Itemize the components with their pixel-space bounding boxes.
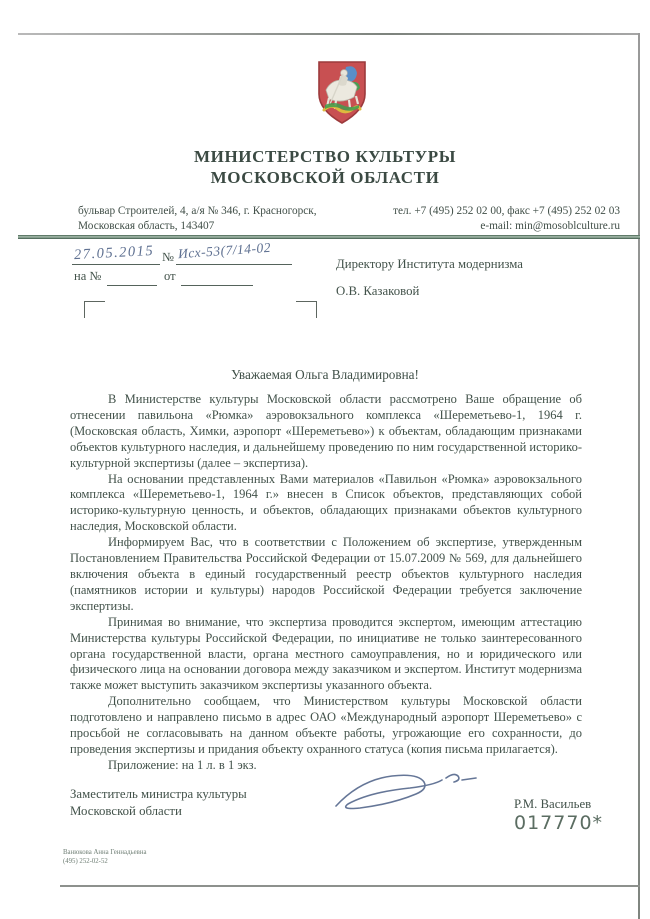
email-line: e-mail: min@mosoblculture.ru — [480, 220, 620, 232]
body-paragraph: На основании представленных Вами материалов «Павильон «Рюмка» аэровокзального комплекса «Шереметьево-1, 1964 г.» внесен в Список объектов, представляющих собой историко-культурную ценность, и объектов, обладающих признаками объектов культурного наследия, Московской области. — [70, 471, 582, 534]
address-corner-mark-right — [296, 301, 317, 318]
reply-from-underline — [181, 284, 253, 286]
phone-email — [393, 204, 620, 234]
addressee-name: О.В. Казаковой — [336, 284, 420, 298]
scan-artifact-line-bottom — [60, 885, 640, 887]
signer-name: Р.М. Васильев — [514, 797, 592, 811]
letterhead-divider — [18, 235, 640, 239]
signer-position-line1: Заместитель министра культуры — [70, 787, 247, 801]
number-underline — [176, 263, 292, 265]
body-paragraph: Дополнительно сообщаем, что Министерством культуры Московской области подготовлено и направлено письмо в адрес ОАО «Международный аэропорт Шереметьево» с просьбой не согласовывать на данном объекте работы, угрожающие его сохранности, до проведения экспертизы и придания объекту охранного статуса (копия письма прилагается). — [70, 694, 582, 756]
page-title — [0, 146, 650, 188]
handwritten-date: 27.05.2015 — [73, 242, 155, 264]
scan-artifact-line-top — [18, 33, 640, 35]
phone-line: тел. +7 (495) 252 02 00, факс +7 (495) 252 02 03 — [393, 205, 620, 217]
body-paragraph: Принимая во внимание, что экспертиза проводится экспертом, имеющим аттестацию Министерства культуры Российской Федерации, по инициативе не только заинтересованного органа государственной власти, органа местного самоуправления, но и юридического или физического лица на основании договора между заказчиком и экспертом. Институт модернизма также может выступить заказчиком экспертизы указанного объекта. — [70, 614, 582, 693]
handwritten-outgoing-number: Исх-53(7/14-02 — [177, 239, 272, 262]
salutation: Уважаемая Ольга Владимировна! — [231, 367, 419, 382]
number-sign-label: № — [162, 250, 174, 264]
registration-stamp-number: 017770* — [514, 812, 604, 834]
signer-position — [70, 786, 247, 820]
ministry-title-line2: МОСКОВСКОЙ ОБЛАСТИ — [210, 168, 440, 187]
executor-phone: (495) 252-02-52 — [63, 857, 108, 865]
attachment-note: Приложение: на 1 л. в 1 экз. — [108, 757, 257, 772]
executor-name: Ванюкова Анна Геннадьевна — [63, 849, 147, 856]
body-paragraph: В Министерстве культуры Московской области рассмотрено Ваше обращение об отнесении павильона «Рюмка» аэровокзального комплекса «Шереметьево-1, 1964 г. (Московская область, Химки, аэропорт «Шереметьево») к объектам, обладающим признаками объектов культурного наследия, и дальнейшему проведению по ним государственной историко-культурной экспертизы (далее – экспертиза). — [70, 392, 582, 470]
signer-position-line2: Московской области — [70, 804, 182, 818]
body-paragraph: Информируем Вас, что в соответствии с Положением об экспертизе, утвержденным Постановлением Правительства Российской Федерации от 15.07.2009 № 569, для дальнейшего включения объекта в единый государственный реестр объектов культурного наследия (памятников истории и культуры) народов Российской Федерации требуется заключение экспертизы. — [70, 535, 582, 613]
postal-address — [78, 204, 317, 234]
address-line1: бульвар Строителей, 4, а/я № 346, г. Красногорск, — [78, 205, 317, 217]
reply-to-label: на № — [74, 269, 102, 283]
address-line2: Московская область, 143407 — [78, 220, 215, 232]
letter-body — [70, 392, 582, 774]
addressee-position: Директору Института модернизма — [336, 257, 523, 271]
address-corner-mark-left — [84, 301, 105, 318]
date-underline — [72, 263, 160, 265]
handwritten-signature-icon — [330, 766, 490, 823]
reply-from-label: от — [164, 269, 176, 283]
moscow-oblast-coat-of-arms-icon — [316, 60, 368, 126]
ministry-title-line1: МИНИСТЕРСТВО КУЛЬТУРЫ — [193, 147, 457, 166]
reply-to-underline — [107, 284, 157, 286]
executor-info — [63, 849, 147, 866]
